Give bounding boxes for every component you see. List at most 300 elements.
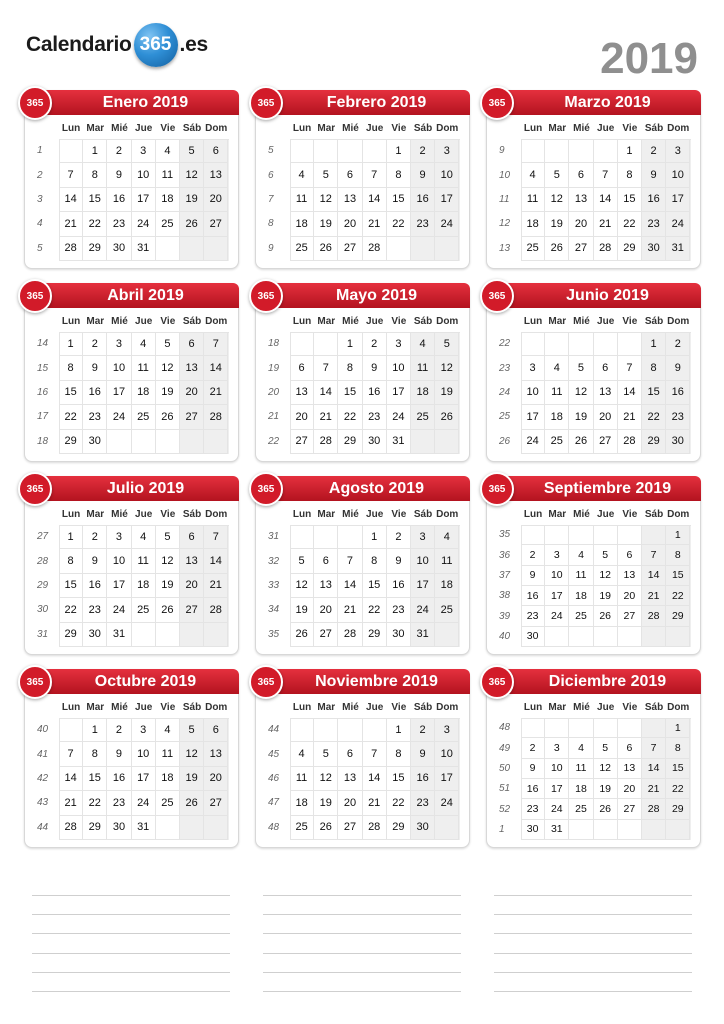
day-cell: 15: [387, 767, 411, 791]
week-number: 26: [499, 435, 511, 447]
day-cell: 21: [642, 586, 666, 606]
day-cell: 1: [618, 139, 642, 163]
day-grid-frame: [521, 718, 691, 840]
month-title: Octubre 2019: [94, 673, 197, 690]
note-line: [494, 972, 692, 973]
day-cell: 30: [107, 237, 131, 261]
day-cell: 16: [642, 188, 666, 212]
day-grid: [290, 332, 460, 454]
day-cell: 3: [521, 356, 545, 380]
day-cell: 21: [363, 212, 387, 236]
day-cell: 1: [59, 525, 83, 549]
day-cell: 12: [594, 566, 618, 586]
weekday-label: Sáb: [413, 702, 433, 713]
day-cell: 6: [338, 163, 362, 187]
month-header: [255, 669, 470, 694]
day-grid-frame: [290, 139, 460, 261]
day-grid: [521, 332, 691, 454]
note-line: [494, 933, 692, 934]
day-cell: 13: [180, 356, 204, 380]
week-number: 44: [37, 821, 49, 833]
day-cell: 11: [290, 188, 314, 212]
weekday-label: Lun: [292, 123, 312, 134]
day-cell: 16: [521, 586, 545, 606]
day-cell: 8: [83, 163, 107, 187]
day-cell: 21: [594, 212, 618, 236]
day-cell: 5: [180, 139, 204, 163]
day-cell: 8: [83, 742, 107, 766]
week-number: 31: [268, 531, 280, 543]
day-cell: 26: [290, 623, 314, 647]
week-number: 17: [37, 411, 49, 423]
day-cell: 28: [642, 606, 666, 626]
weekday-label: Mié: [342, 702, 359, 713]
day-cell: 5: [545, 163, 569, 187]
day-cell: 12: [435, 356, 459, 380]
day-cell: 11: [521, 188, 545, 212]
weekday-label: Mar: [86, 702, 105, 713]
note-line: [32, 972, 230, 973]
day-cell: 2: [666, 332, 690, 356]
day-cell: 23: [83, 405, 107, 429]
day-cell: 30: [642, 237, 666, 261]
weekday-header-row: [290, 123, 459, 134]
week-number: 22: [499, 338, 511, 350]
day-cell: 11: [569, 759, 593, 779]
month-header: [486, 90, 701, 115]
weekday-label: Dom: [436, 316, 459, 327]
day-cell: 21: [642, 779, 666, 799]
day-cell: 2: [521, 738, 545, 758]
day-cell: 22: [83, 791, 107, 815]
day-cell: 13: [618, 759, 642, 779]
day-cell: 27: [290, 430, 314, 454]
day-cell: 7: [59, 163, 83, 187]
day-cell: 28: [594, 237, 618, 261]
day-cell: 28: [618, 430, 642, 454]
day-cell: 1: [666, 718, 690, 738]
day-grid-frame: [290, 718, 460, 840]
day-cell: 24: [666, 212, 690, 236]
day-cell: 21: [314, 405, 338, 429]
day-cell: 19: [545, 212, 569, 236]
day-cell: 10: [411, 549, 435, 573]
day-grid-frame: [59, 332, 229, 454]
weekday-label: Mar: [86, 316, 105, 327]
day-cell: 11: [569, 566, 593, 586]
day-cell: 20: [204, 767, 228, 791]
day-cell: 3: [435, 139, 459, 163]
day-grid-frame: [59, 525, 229, 647]
day-cell: 29: [83, 816, 107, 840]
day-cell: 4: [132, 332, 156, 356]
day-cell: 15: [59, 381, 83, 405]
month-panel: [24, 90, 239, 269]
week-number: 3: [37, 194, 43, 205]
week-number: 16: [37, 387, 49, 398]
day-cell: 17: [435, 188, 459, 212]
week-number: 39: [499, 610, 511, 622]
day-cell: 25: [156, 791, 180, 815]
day-grid-frame: [521, 139, 691, 261]
day-cell: 14: [363, 188, 387, 212]
note-line: [32, 914, 230, 915]
day-cell: 13: [204, 742, 228, 766]
day-cell: 8: [618, 163, 642, 187]
day-cell: 22: [59, 598, 83, 622]
note-line: [263, 895, 461, 896]
day-cell: 12: [314, 188, 338, 212]
day-cell: 25: [132, 405, 156, 429]
month-badge: 365: [18, 472, 52, 506]
month-header: [486, 283, 701, 308]
day-cell: 23: [83, 598, 107, 622]
weekday-label: Dom: [205, 509, 228, 520]
day-cell: 22: [666, 586, 690, 606]
day-grid: [290, 139, 460, 261]
weekday-header-row: [290, 509, 459, 520]
day-cell: 12: [180, 163, 204, 187]
week-number: 35: [268, 628, 280, 640]
day-cell: 12: [594, 759, 618, 779]
week-number: 44: [268, 724, 280, 736]
weekday-label: Dom: [205, 123, 228, 134]
day-cell: 28: [642, 799, 666, 819]
day-grid: [59, 718, 229, 840]
day-cell: 14: [314, 381, 338, 405]
day-cell: 24: [521, 430, 545, 454]
day-cell: 4: [435, 525, 459, 549]
day-cell: 26: [435, 405, 459, 429]
day-cell: 7: [59, 742, 83, 766]
day-cell: 16: [83, 574, 107, 598]
day-cell: 2: [642, 139, 666, 163]
day-cell: 18: [132, 381, 156, 405]
day-cell: 19: [180, 188, 204, 212]
day-cell: 4: [521, 163, 545, 187]
day-cell: 18: [290, 791, 314, 815]
week-number: 31: [37, 628, 49, 640]
day-cell: 28: [314, 430, 338, 454]
day-cell: 29: [59, 623, 83, 647]
month-header: [24, 669, 239, 694]
week-number: 46: [268, 773, 280, 784]
day-cell: 5: [156, 525, 180, 549]
day-cell: 4: [132, 525, 156, 549]
note-line: [494, 953, 692, 954]
day-cell: 30: [666, 430, 690, 454]
month-title: Marzo 2019: [564, 94, 651, 111]
week-number: 5: [37, 242, 43, 254]
day-cell: 13: [569, 188, 593, 212]
week-number: 18: [37, 435, 49, 447]
week-number: 30: [37, 604, 49, 616]
note-line: [494, 914, 692, 915]
day-cell: 29: [642, 430, 666, 454]
day-cell: 9: [387, 549, 411, 573]
weekday-label: Lun: [523, 316, 543, 327]
day-cell: 28: [204, 405, 228, 429]
day-cell: 2: [411, 718, 435, 742]
day-cell: 29: [59, 430, 83, 454]
day-cell: 11: [411, 356, 435, 380]
day-cell: 30: [521, 627, 545, 647]
week-number: 36: [499, 549, 511, 561]
day-cell: 15: [642, 381, 666, 405]
day-cell: 1: [83, 718, 107, 742]
day-cell: 29: [338, 430, 362, 454]
day-cell: 29: [666, 606, 690, 626]
month-header: [486, 476, 701, 501]
day-cell: 4: [545, 356, 569, 380]
week-number: 9: [499, 145, 505, 157]
day-cell: 22: [59, 405, 83, 429]
day-cell: 13: [618, 566, 642, 586]
week-number: 47: [268, 797, 280, 809]
day-cell: 20: [569, 212, 593, 236]
week-number: 21: [268, 411, 280, 423]
week-number: 10: [499, 169, 511, 181]
month-header: [24, 90, 239, 115]
weekday-header-row: [521, 702, 690, 713]
day-cell: 31: [132, 237, 156, 261]
week-number: 22: [268, 435, 280, 447]
day-cell: 12: [156, 356, 180, 380]
day-cell: 6: [180, 332, 204, 356]
day-cell: 22: [338, 405, 362, 429]
week-number: 49: [499, 742, 511, 754]
month-panel: [486, 90, 701, 269]
weekday-label: Dom: [205, 316, 228, 327]
week-number: 27: [37, 531, 49, 543]
day-cell: 15: [387, 188, 411, 212]
day-cell: 13: [180, 549, 204, 573]
day-cell: 26: [314, 816, 338, 840]
week-number: 25: [499, 411, 511, 423]
weekday-label: Sáb: [182, 316, 202, 327]
month-title: Julio 2019: [106, 480, 185, 497]
weekday-label: Vie: [622, 123, 638, 134]
weekday-label: Mié: [573, 702, 590, 713]
day-cell: 20: [180, 574, 204, 598]
day-cell: 16: [411, 767, 435, 791]
day-cell: 31: [411, 623, 435, 647]
day-cell: 8: [59, 549, 83, 573]
day-cell: 10: [132, 163, 156, 187]
weekday-label: Jue: [597, 702, 615, 713]
day-cell: 12: [290, 574, 314, 598]
day-cell: 8: [387, 163, 411, 187]
day-cell: 7: [363, 742, 387, 766]
day-cell: 31: [132, 816, 156, 840]
day-cell: 7: [204, 525, 228, 549]
day-grid: [59, 139, 229, 261]
day-cell: 21: [204, 574, 228, 598]
weekday-label: Mar: [86, 509, 105, 520]
day-cell: 3: [411, 525, 435, 549]
day-cell: 31: [387, 430, 411, 454]
week-number: 12: [499, 218, 511, 230]
day-cell: 23: [411, 212, 435, 236]
week-number: 1: [37, 145, 43, 157]
year-title: 2019: [600, 34, 698, 83]
day-cell: 19: [594, 779, 618, 799]
day-cell: 15: [363, 574, 387, 598]
day-cell: 9: [363, 356, 387, 380]
day-cell: 9: [107, 742, 131, 766]
week-number: 5: [268, 145, 274, 157]
day-cell: 27: [618, 606, 642, 626]
weekday-label: Jue: [135, 702, 153, 713]
day-cell: 7: [314, 356, 338, 380]
day-cell: 13: [594, 381, 618, 405]
day-cell: 15: [666, 759, 690, 779]
week-number: 37: [499, 569, 511, 581]
weekday-label: Vie: [160, 702, 176, 713]
weekday-label: Sáb: [413, 316, 433, 327]
weekday-label: Jue: [135, 316, 153, 327]
day-cell: 24: [411, 598, 435, 622]
weekday-label: Mié: [111, 316, 128, 327]
day-cell: 25: [521, 237, 545, 261]
day-cell: 11: [545, 381, 569, 405]
month-panel: [24, 283, 239, 462]
week-number: 20: [268, 387, 280, 398]
day-cell: 27: [338, 816, 362, 840]
day-cell: 2: [521, 545, 545, 565]
day-cell: 27: [180, 405, 204, 429]
week-number: 15: [37, 362, 49, 374]
day-cell: 30: [387, 623, 411, 647]
day-cell: 14: [642, 566, 666, 586]
day-cell: 4: [290, 163, 314, 187]
month-title: Junio 2019: [566, 287, 649, 304]
day-cell: 26: [314, 237, 338, 261]
day-cell: 9: [83, 356, 107, 380]
weekday-label: Sáb: [182, 123, 202, 134]
weekday-label: Dom: [436, 702, 459, 713]
weekday-label: Mié: [573, 123, 590, 134]
day-cell: 23: [411, 791, 435, 815]
month-badge: 365: [480, 86, 514, 120]
week-number: 6: [268, 169, 274, 181]
day-cell: 16: [521, 779, 545, 799]
weekday-label: Dom: [436, 123, 459, 134]
month-header: [255, 283, 470, 308]
day-cell: 15: [83, 767, 107, 791]
weekday-label: Mar: [317, 509, 336, 520]
day-cell: 31: [545, 820, 569, 840]
day-cell: 21: [59, 212, 83, 236]
day-cell: 8: [338, 356, 362, 380]
weekday-header-row: [521, 509, 690, 520]
day-cell: 13: [338, 188, 362, 212]
day-cell: 19: [569, 405, 593, 429]
day-cell: 18: [290, 212, 314, 236]
day-cell: 23: [387, 598, 411, 622]
day-cell: 6: [594, 356, 618, 380]
weekday-label: Jue: [597, 509, 615, 520]
weekday-label: Lun: [292, 509, 312, 520]
day-cell: 8: [363, 549, 387, 573]
month-badge: 365: [249, 279, 283, 313]
weekday-label: Dom: [436, 509, 459, 520]
day-cell: 18: [545, 405, 569, 429]
weekday-label: Jue: [135, 123, 153, 134]
day-cell: 3: [545, 545, 569, 565]
day-cell: 14: [338, 574, 362, 598]
weekday-label: Vie: [391, 123, 407, 134]
day-cell: 14: [363, 767, 387, 791]
day-cell: 21: [338, 598, 362, 622]
month-badge: 365: [249, 472, 283, 506]
day-cell: 28: [59, 816, 83, 840]
day-cell: 19: [594, 586, 618, 606]
day-cell: 5: [156, 332, 180, 356]
day-cell: 6: [618, 545, 642, 565]
weekday-label: Mar: [317, 123, 336, 134]
day-cell: 8: [666, 738, 690, 758]
day-cell: 24: [435, 791, 459, 815]
weekday-header-row: [59, 316, 228, 327]
weekday-label: Sáb: [644, 702, 664, 713]
weekday-label: Lun: [61, 509, 81, 520]
week-number: 2: [37, 169, 43, 181]
note-line: [494, 895, 692, 896]
day-cell: 19: [314, 212, 338, 236]
day-cell: 9: [411, 742, 435, 766]
day-cell: 5: [180, 718, 204, 742]
weekday-label: Mar: [86, 123, 105, 134]
day-cell: 30: [521, 820, 545, 840]
day-cell: 5: [314, 742, 338, 766]
day-cell: 12: [545, 188, 569, 212]
day-cell: 31: [666, 237, 690, 261]
day-cell: 9: [411, 163, 435, 187]
day-cell: 22: [363, 598, 387, 622]
weekday-label: Sáb: [644, 316, 664, 327]
day-cell: 16: [666, 381, 690, 405]
weekday-label: Mar: [548, 123, 567, 134]
weekday-label: Dom: [667, 702, 690, 713]
weekday-label: Vie: [160, 123, 176, 134]
day-cell: 17: [132, 767, 156, 791]
weekday-label: Lun: [61, 123, 81, 134]
weekday-label: Lun: [61, 316, 81, 327]
week-number: 19: [268, 362, 280, 374]
day-grid: [521, 718, 691, 840]
day-cell: 17: [666, 188, 690, 212]
day-cell: 21: [618, 405, 642, 429]
day-cell: 5: [435, 332, 459, 356]
day-cell: 13: [290, 381, 314, 405]
weekday-label: Dom: [667, 509, 690, 520]
note-line: [32, 895, 230, 896]
day-cell: 7: [594, 163, 618, 187]
day-cell: 20: [618, 779, 642, 799]
note-line: [263, 991, 461, 992]
day-cell: 27: [204, 791, 228, 815]
day-cell: 9: [83, 549, 107, 573]
day-cell: 20: [594, 405, 618, 429]
day-cell: 14: [204, 549, 228, 573]
day-cell: 12: [314, 767, 338, 791]
day-cell: 2: [411, 139, 435, 163]
month-badge: 365: [480, 279, 514, 313]
day-cell: 3: [107, 525, 131, 549]
day-cell: 10: [132, 742, 156, 766]
week-number: 45: [268, 748, 280, 760]
